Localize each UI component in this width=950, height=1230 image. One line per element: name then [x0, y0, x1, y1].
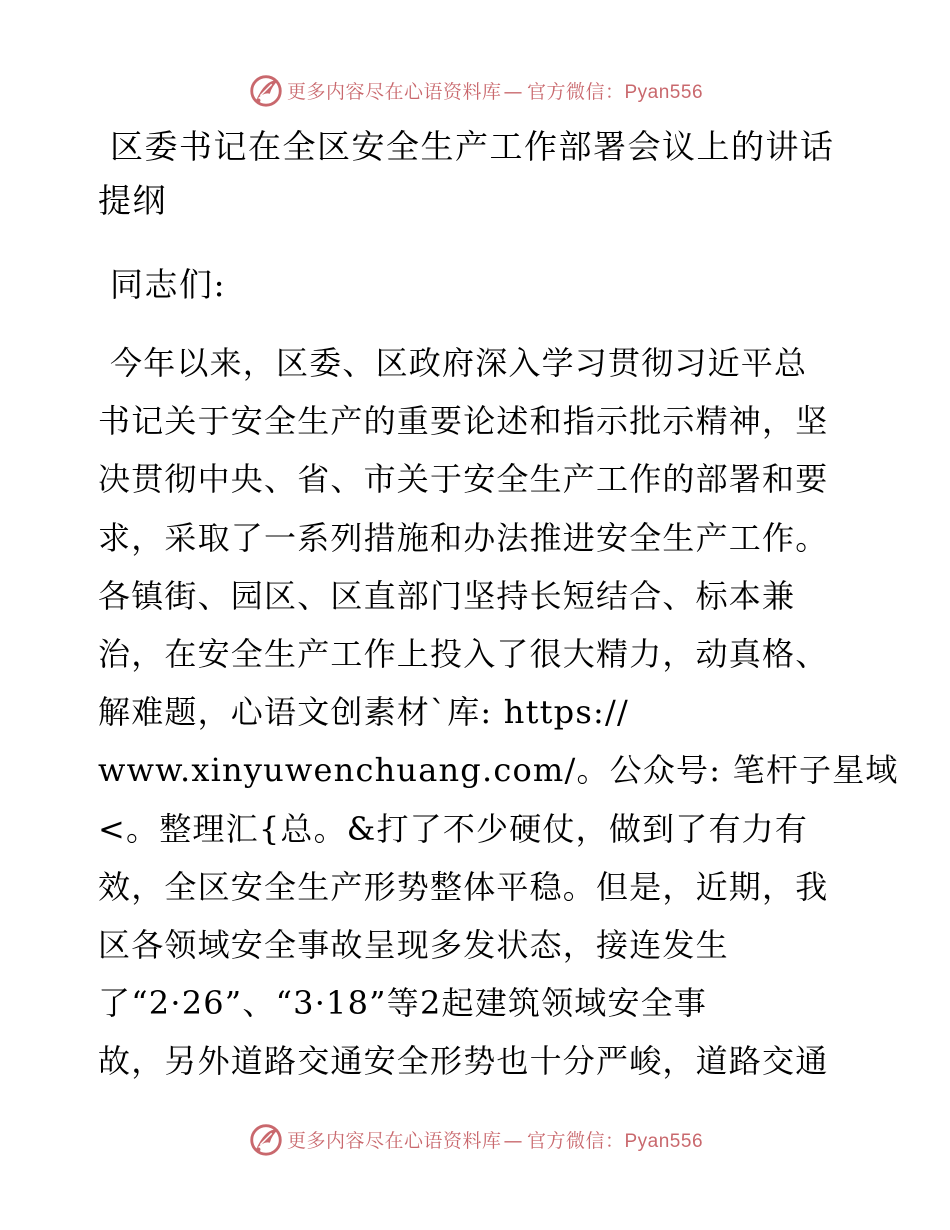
watermark-separator: —: [503, 1129, 523, 1152]
paragraph-line-url: www.xinyuwenchuang.com/。公众号: 笔杆子星域: [98, 751, 899, 790]
watermark-wechat-label: 官方微信：: [526, 1129, 625, 1152]
document-body: [98, 120, 899, 1090]
paragraph-line: 故，另外道路交通安全形势也十分严峻，道路交通: [98, 1042, 829, 1081]
paragraph-line: 了“2·26”、“3·18”等2起建筑领域安全事: [98, 984, 708, 1023]
watermark-text: [287, 77, 703, 104]
paragraph-line: 求，采取了一系列措施和办法推进安全生产工作。: [98, 518, 829, 557]
watermark-site: 更多内容尽在心语资料库: [286, 80, 502, 103]
paragraph-line: 决贯彻中央、省、市关于安全生产工作的部署和要: [98, 460, 829, 499]
header-watermark-banner: [0, 70, 950, 110]
watermark-text: [287, 1126, 703, 1153]
watermark-wechat-label: 官方微信：: [526, 80, 625, 103]
paragraph-line: 各镇街、园区、区直部门坚持长短结合、标本兼: [98, 576, 796, 615]
logo-icon: [247, 71, 285, 109]
paragraph: [98, 334, 899, 1090]
salutation: 同志们:: [110, 265, 227, 304]
paragraph-line-with-link: 解难题，心语文创素材`库: https://: [98, 693, 629, 732]
logo-icon: [247, 1120, 285, 1158]
paragraph-line: 今年以来，区委、区政府深入学习贯彻习近平总: [110, 344, 808, 382]
watermark-wechat-id: Pyan556: [624, 81, 704, 103]
watermark-wechat-id: Pyan556: [624, 1130, 704, 1152]
title-line-1: 区委书记在全区安全生产工作部署会议上的讲话: [110, 127, 835, 166]
paragraph-line: 区各领域安全事故呈现多发状态，接连发生: [98, 925, 729, 964]
watermark-separator: —: [503, 80, 523, 103]
footer-watermark-banner: [0, 1119, 950, 1159]
paragraph-line: 治，在安全生产工作上投入了很大精力，动真格、: [98, 634, 829, 673]
paragraph-line: <。整理汇{总。&打了不少硬仗，做到了有力有: [98, 809, 809, 848]
document-title: [98, 120, 858, 228]
paragraph-line: 效，全区安全生产形势整体平稳。但是，近期，我: [98, 867, 829, 906]
title-line-2: 提纲: [98, 181, 167, 220]
paragraph-line: 书记关于安全生产的重要论述和指示批示精神，坚: [98, 402, 829, 441]
watermark-site: 更多内容尽在心语资料库: [286, 1129, 502, 1152]
